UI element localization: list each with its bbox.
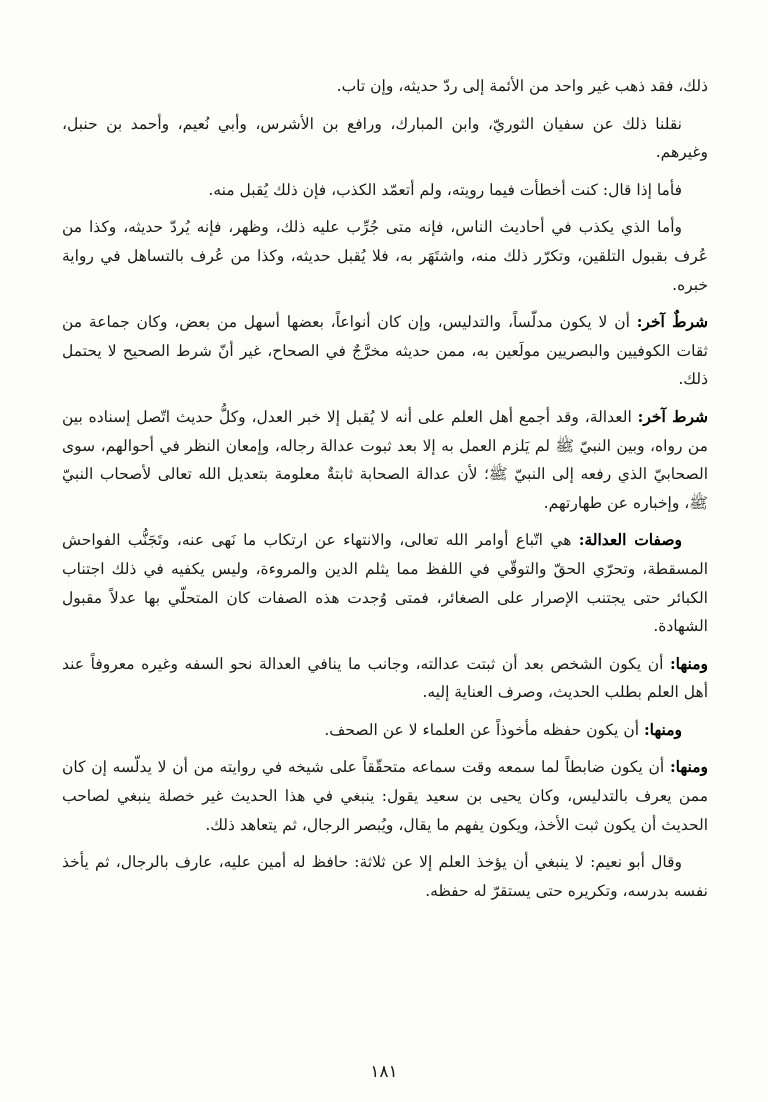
paragraph-11: وقال أبو نعيم: لا ينبغي أن يؤخذ العلم إلا عن ثلاثة: حافظ له أمين عليه، عارف بالرجال، ثم يأخذ نفسه بدرسه، وتكريره حتى يستقرّ له حفظه. [62,853,708,900]
paragraph-lead: وصفات العدالة: [578,530,683,550]
paragraph-1: ذلك، فقد ذهب غير واحد من الأئمة إلى ردّ حديثه، وإن تاب. [336,77,708,95]
paragraph-lead: ومنها: [643,719,682,739]
paragraph-4: وأما الذي يكذب في أحاديث الناس، فإنه متى جُرِّب عليه ذلك، وظهر، فإنه يُردّ حديثه، وكذا من عُرف بقبول التلقين، وتكرّر ذلك منه، واشتَهَر به، فلا يُقبل حديثه، وكذا من عُرف بالتساهل في رواية خبره. [62,218,708,294]
paragraph-9: ومنها: أن يكون حفظه مأخوذاً عن العلماء لا عن الصحف. [324,719,682,739]
paragraph-2: نقلنا ذلك عن سفيان الثوريّ، وابن المبارك، ورافع بن الأشرس، وأبي نُعيم، وأحمد بن حنبل، وغيرهم. [62,114,708,162]
paragraph-5: شرطٌ آخر: أن لا يكون مدلّساً، والتدليس، وإن كان أنواعاً، بعضها أسهل من بعض، وكان جماعة من ثقات الكوفيين والبصريين مولَعين به، ممن حديثه مخرَّجٌ في الصحاح، غير أنّ شرط الصحيح لا يحتمل ذلك. [62,312,708,389]
paragraph-lead: شرطٌ آخر: [636,312,708,332]
paragraph-6: شرط آخر: العدالة، وقد أجمع أهل العلم على أنه لا يُقبل إلا خبر العدل، وكلُّ حديث اتّصل إسناده بين من رواه، وبين النبيّ ﷺ لم يَلزم العمل به إلا بعد ثبوت عدالة رجاله، وإمعان النظر في أحوالهم، سوى الصحابيّ الذي رفعه إلى النبيّ ﷺ؛ لأن عدالة الصحابة ثابتةٌ معلومة بتعديل الله تعالى لأصحاب النبيّ ﷺ، وإخباره عن طهارتهم. [62,406,708,512]
paragraph-10: ومنها: أن يكون ضابطاً لما سمعه وقت سماعه متحقّقاً على شيخه في روايته من أن لا يدلّسه إن كان ممن يعرف بالتدليس، وكان يحيى بن سعيد يقول: ينبغي في هذا الحديث غير خصلة ينبغي لصاحب الحديث أن يكون ثبت الأخذ، ويكون يفهم ما يقال، ويُبصر الرجال، ثم يتعاهد ذلك. [62,757,708,834]
paragraph-lead: شرط آخر: [637,406,708,426]
paragraph-lead: ومنها: [669,653,708,673]
paragraph-8: ومنها: أن يكون الشخص بعد أن ثبتت عدالته، وجانب ما ينافي العدالة نحو السفه وغيره معروفاً عند أهل العلم بطلب الحديث، وصرف العناية إليه. [62,653,708,702]
page-body-text [62,72,708,914]
paragraph-3: فأما إذا قال: كنت أخطأت فيما رويته، ولم أتعمّد الكذب، فإن ذلك يُقبل منه. [208,180,682,199]
paragraph-lead: ومنها: [669,757,708,777]
page-number: ١٨١ [370,1062,398,1082]
paragraph-7: وصفات العدالة: هي اتّباع أوامر الله تعالى، والانتهاء عن ارتكاب ما نَهى عنه، وتَجَنُّب الفواحش المسقطة، وتحرّي الحقّ والتوقّي في اللفظ مما يثلم الدين والمروءة، وليس يكفيه في ذلك اجتناب الكبائر حتى يجتنب الإصرار على الصغائر، فمتى وُجدت هذه الصفات كان المتحلّي بها عدلاً مقبول الشهادة. [62,530,708,636]
